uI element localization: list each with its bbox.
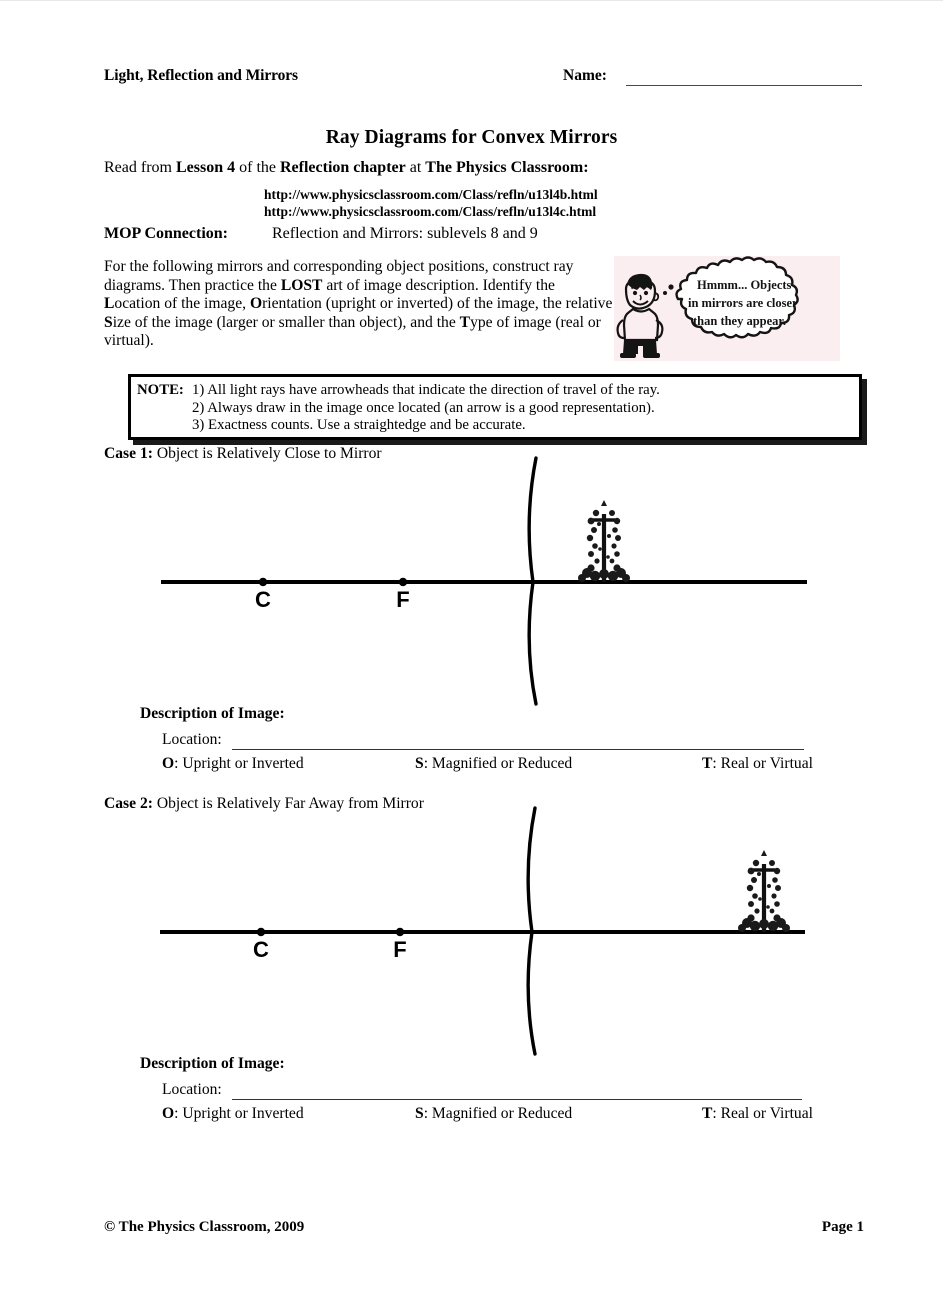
intro-lost: LOST [280,276,323,294]
case-1-size: S: Magnified or Reduced [415,755,573,772]
bubble-line-2: in mirrors are closer [688,296,798,310]
intro-text-3: ocation of the image, [114,295,250,313]
case-2-orientation: O: Upright or Inverted [162,1105,304,1122]
page-title: Ray Diagrams for Convex Mirrors [325,127,618,148]
note-item-2: 2) Always draw in the image once located (an arrow is a good representation). [192,399,655,416]
intro-text-4: rientation (upright or inverted) of the image, the relative [262,295,613,313]
case-2-diagram [0,806,943,1056]
cartoon-illustration [614,256,840,361]
instructions-paragraph [104,258,614,351]
marker-label-c: C [255,587,271,612]
intro-t: T [459,313,471,331]
read-from-prefix: Read from [104,159,176,176]
marker-label-f: F [396,587,410,612]
note-label: NOTE: [137,382,184,398]
case-1-location-label: Location: [162,731,222,748]
page-header [104,67,864,93]
mop-connection-line [104,225,538,243]
bubble-line-1: Hmmm... Objects [697,278,792,292]
mop-connection-value: Reflection and Mirrors: sublevels 8 and 9 [272,225,538,242]
read-from-line [104,159,589,177]
mop-connection-label: MOP Connection: [104,225,228,242]
object-tree-figure [578,500,630,582]
case-2-location-label: Location: [162,1081,222,1098]
url-link-2[interactable]: http://www.physicsclassroom.com/Class/refln/u13l4c.html [264,204,597,219]
name-label: Name: [563,67,607,84]
intro-text-5: ize of the image (larger or smaller than object), and the [112,313,460,331]
marker-dot-c [259,578,267,586]
marker-dot-c [257,928,265,936]
case-1-location-blank[interactable] [232,749,804,750]
intro-text-1: For the following mirrors and corresponding object positions, construct ray diagrams. Then practice the [104,258,574,294]
case-1-description-title: Description of Image: [140,705,285,722]
case-2-description-title: Description of Image: [140,1055,285,1072]
case-2-size: S: Magnified or Reduced [415,1105,573,1122]
case-2-location-blank[interactable] [232,1099,802,1100]
read-from-lesson: Lesson 4 [175,159,236,176]
read-from-chapter: Reflection chapter [279,159,406,176]
name-blank-line[interactable] [626,85,862,86]
note-item-list [192,382,859,435]
intro-text-6: ype of image (real or virtual). [104,313,601,350]
read-from-mid: of the [235,159,280,176]
read-from-site: The Physics Classroom: [425,159,589,176]
case-2-description: Object is Relatively Far Away from Mirror [156,795,424,812]
thought-bubble-text [688,278,798,328]
marker-label-f: F [393,937,407,962]
marker-label-c: C [253,937,269,962]
note-item-1: 1) All light rays have arrowheads that indicate the direction of travel of the ray. [192,382,660,398]
read-from-at: at [405,159,426,176]
bubble-line-3: than they appear. [693,314,786,328]
marker-dot-f [399,578,407,586]
intro-l: L [104,295,115,313]
case-2-type: T: Real or Virtual [702,1105,813,1122]
copyright-text: © The Physics Classroom, 2009 [104,1219,305,1235]
resource-urls [264,186,598,220]
case-2-number: Case 2: [104,795,153,812]
intro-s: S [104,313,113,331]
marker-dot-f [396,928,404,936]
url-link-1[interactable]: http://www.physicsclassroom.com/Class/refln/u13l4b.html [264,187,598,202]
case-1-orientation: O: Upright or Inverted [162,755,304,772]
case-1-type: T: Real or Virtual [702,755,813,772]
case-1-diagram [0,456,943,706]
case-1-description: Object is Relatively Close to Mirror [156,445,382,462]
note-box [128,374,862,440]
course-title: Light, Reflection and Mirrors [104,67,298,84]
page-number: Page 1 [821,1219,864,1235]
object-tree-figure [738,850,790,932]
note-item-3: 3) Exactness counts. Use a straightedge and be accurate. [192,417,526,434]
intro-text-2: art of image description. Identify the [322,276,555,294]
case-1-number: Case 1: [104,445,153,462]
intro-o: O [249,295,263,313]
